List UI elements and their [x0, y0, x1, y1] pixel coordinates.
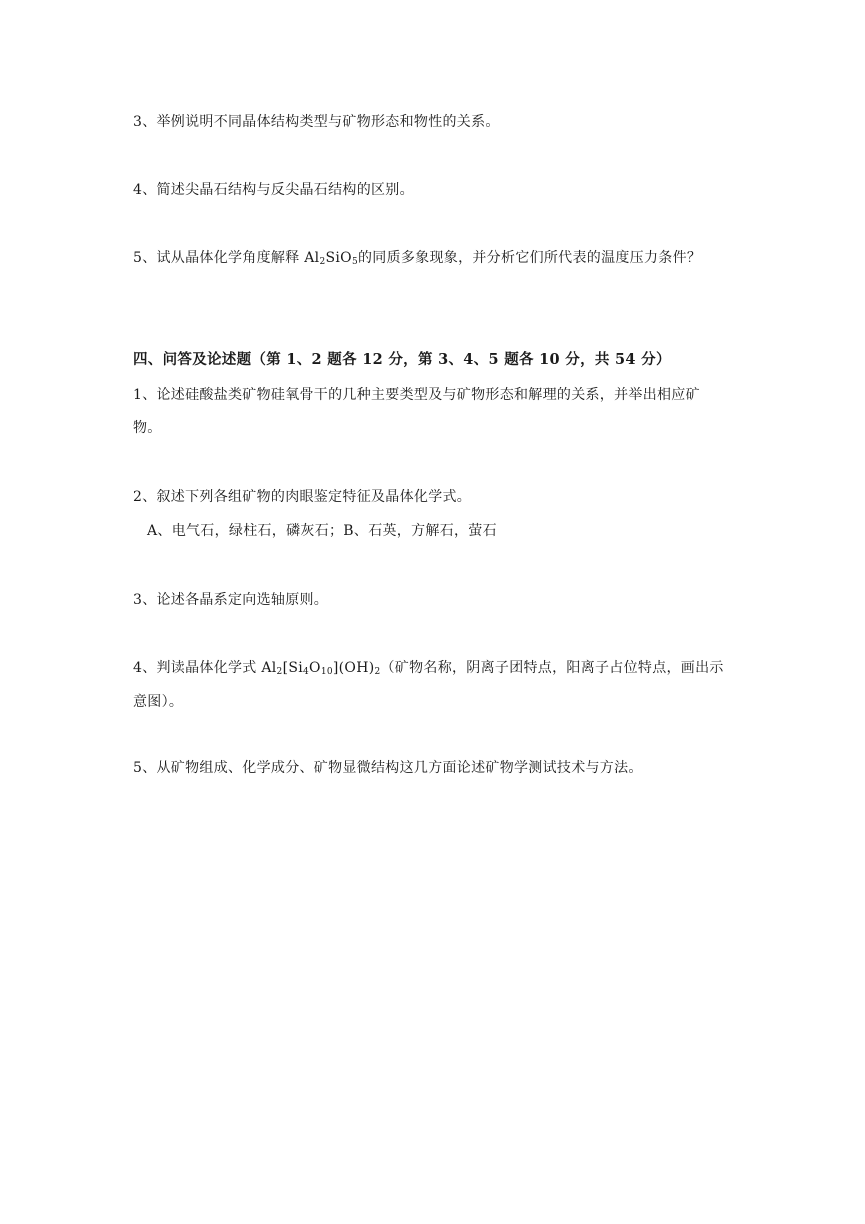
section4-question-2-line-1: 2、叙述下列各组矿物的肉眼鉴定特征及晶体化学式。 [133, 489, 472, 505]
q5-subscript-1: 2 [319, 257, 326, 267]
section4-question-5: 5、从矿物组成、化学成分、矿物显微结构这几方面论述矿物学测试技术与方法。 [133, 760, 643, 776]
q5-subscript-2: 5 [351, 257, 358, 267]
section3-question-3: 3、举例说明不同晶体结构类型与矿物形态和物性的关系。 [133, 114, 500, 130]
q5-text-mid: SiO [325, 250, 352, 266]
section4-question-1-line-1: 1、论述硅酸盐类矿物硅氧骨干的几种主要类型及与矿物形态和解理的关系，并举出相应矿 [133, 387, 700, 403]
q4-text-mid-1: [Si [282, 660, 304, 676]
section4-question-2-line-2: A、电气石，绿柱石，磷灰石；B、石英，方解石，萤石 [147, 523, 497, 539]
section4-question-1-line-2: 物。 [133, 420, 162, 436]
section4-question-3: 3、论述各晶系定向选轴原则。 [133, 592, 329, 608]
section4-heading: 四、问答及论述题（第 1、2 题各 12 分，第 3、4、5 题各 10 分，共 54 分） [133, 351, 671, 368]
q4-subscript-1: 2 [276, 667, 283, 677]
section3-question-5 [133, 248, 701, 268]
section4-question-4-line-1 [133, 658, 724, 678]
q4-subscript-3: 10 [320, 667, 333, 677]
q4-subscript-4: 2 [374, 667, 381, 677]
section4-question-4-line-2: 意图）。 [133, 694, 184, 710]
section3-question-4: 4、简述尖晶石结构与反尖晶石结构的区别。 [133, 182, 414, 198]
q4-text-mid-2: O [309, 660, 321, 676]
q5-text-suffix: 的同质多象现象，并分析它们所代表的温度压力条件？ [357, 250, 702, 266]
q4-text-suffix: （矿物名称，阴离子团特点，阳离子占位特点，画出示 [380, 660, 724, 676]
q5-text-prefix: 5、试从晶体化学角度解释 Al [133, 250, 320, 266]
q4-text-prefix: 4、判读晶体化学式 Al [133, 660, 277, 676]
q4-subscript-2: 4 [303, 667, 310, 677]
q4-text-mid-3: ](OH) [332, 660, 375, 676]
